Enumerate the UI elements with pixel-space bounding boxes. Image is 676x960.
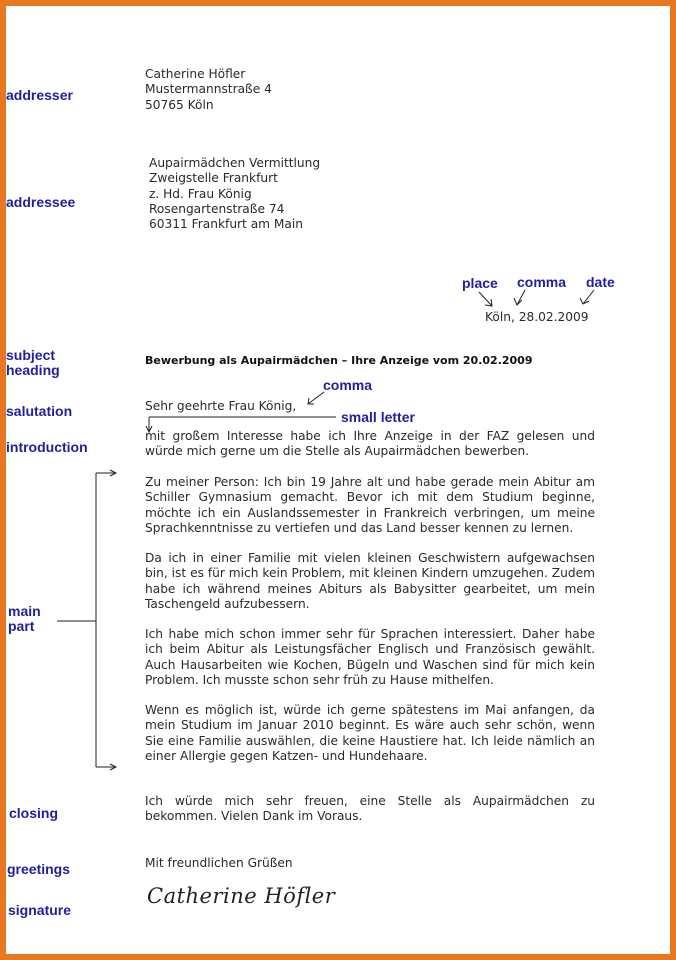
place-date: Köln, 28.02.2009 bbox=[485, 310, 589, 324]
comma-salutation-arrow bbox=[308, 392, 324, 404]
label-main-line2: part bbox=[8, 618, 35, 634]
label-addresser: addresser bbox=[6, 87, 73, 103]
label-main-line1: main bbox=[8, 603, 41, 619]
recipient-line: Rosengartenstraße 74 bbox=[149, 201, 285, 216]
label-signature: signature bbox=[8, 902, 72, 918]
main-paragraph: Da ich in einer Familie mit vielen kleinen Geschwistern aufgewachsen bin, ist es für mich kein Problem, mit kleinen Kindern umzugehen. Zudem habe ich während meines Abiturs als Babysitter gearbeitet, um mein Taschengeld aufzubessern. bbox=[145, 551, 595, 611]
annotation-place: place bbox=[462, 275, 498, 291]
sender-line: 50765 Köln bbox=[145, 97, 214, 112]
annotation-date: date bbox=[586, 274, 615, 290]
label-subject-line1: subject bbox=[6, 347, 56, 363]
label-greetings: greetings bbox=[7, 861, 71, 877]
label-introduction: introduction bbox=[6, 439, 88, 455]
greetings: Mit freundlichen Grüßen bbox=[145, 856, 293, 870]
recipient-line: Zweigstelle Frankfurt bbox=[149, 171, 278, 186]
handwritten-signature: Catherine Höfler bbox=[147, 884, 336, 908]
salutation: Sehr geehrte Frau König, bbox=[145, 399, 297, 413]
label-closing: closing bbox=[9, 805, 59, 821]
annotation-comma-salutation: comma bbox=[323, 377, 373, 393]
recipient-line: Aupairmädchen Vermittlung bbox=[149, 156, 321, 170]
subject-line: Bewerbung als Aupairmädchen – Ihre Anzeige vom 20.02.2009 bbox=[145, 354, 533, 367]
annotation-comma-date: comma bbox=[517, 274, 567, 290]
main-paragraph: Wenn es möglich ist, würde ich gerne spätestens im Mai anfangen, da mein Studium im Januar 2010 beginnt. Es wäre auch sehr schön, wenn Sie eine Familie auswählen, die keine Haustiere hat. Ich leide nämlich an einer Allergie gegen Katzen- und Hundehaare. bbox=[145, 703, 595, 763]
sender-line: Catherine Höfler bbox=[145, 67, 246, 81]
main-paragraph: Ich habe mich schon immer sehr für Sprachen interessiert. Daher habe ich beim Abitur als Leistungsfächer Englisch und Französisch gewählt. Auch Hausarbeiten wie Kochen, Bügeln und Waschen sind für mich kein Problem. Ich musste schon sehr früh zu Hause mithelfen. bbox=[145, 627, 595, 687]
label-salutation: salutation bbox=[6, 403, 73, 419]
place-arrow bbox=[479, 292, 492, 306]
recipient-line: z. Hd. Frau König bbox=[149, 186, 252, 201]
label-subject-line2: heading bbox=[6, 362, 60, 378]
main-paragraph: Zu meiner Person: Ich bin 19 Jahre alt und habe gerade mein Abitur am Schiller Gymnasium gemacht. Bevor ich mit dem Studium beginne, möchte ich ein Auslandssemester in Frankreich verbringen, um meine Sprachkenntnisse zu vertiefen und das Land besser kennen zu lernen. bbox=[145, 475, 595, 535]
introduction-paragraph: mit großem Interesse habe ich Ihre Anzeige in der FAZ gelesen und würde mich gerne um die Stelle als Aupairmädchen bewerben. bbox=[145, 429, 595, 459]
recipient-line: 60311 Frankfurt am Main bbox=[149, 217, 304, 232]
comma-date-arrowhead bbox=[514, 298, 522, 305]
comma-date-arrow bbox=[517, 290, 525, 305]
annotation-arrows bbox=[6, 6, 670, 954]
annotation-small-letter: small letter bbox=[341, 409, 415, 425]
sender-line: Mustermannstraße 4 bbox=[145, 82, 272, 97]
label-addressee: addressee bbox=[6, 194, 76, 210]
date-arrow bbox=[583, 290, 594, 304]
closing-paragraph: Ich würde mich sehr freuen, eine Stelle als Aupairmädchen zu bekommen. Vielen Dank im Voraus. bbox=[145, 794, 595, 824]
date-arrowhead bbox=[580, 298, 589, 304]
